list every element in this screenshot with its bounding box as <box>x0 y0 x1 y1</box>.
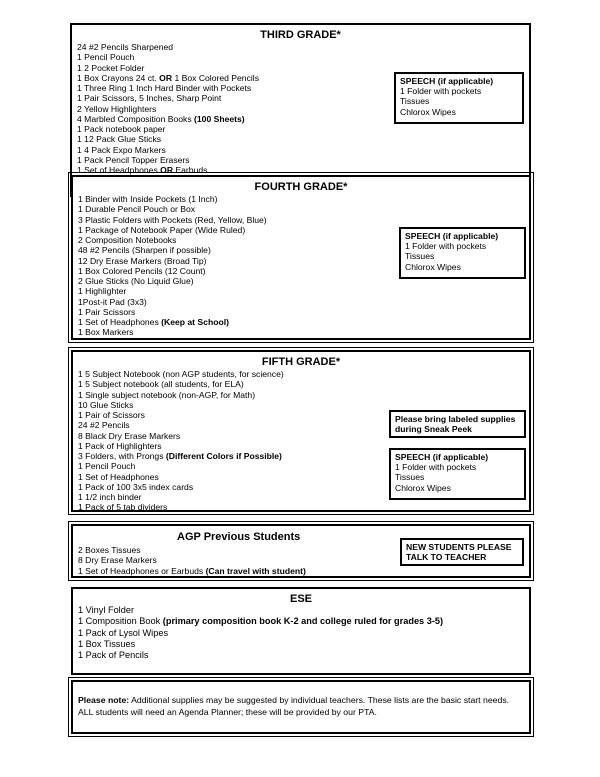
sneak-peek-line: during Sneak Peek <box>395 424 472 435</box>
item-text: 1 2 Pocket Folder <box>77 62 145 73</box>
speech-line: Tissues <box>400 96 430 107</box>
speech-heading: SPEECH (if applicable) <box>400 76 494 86</box>
speech-heading: SPEECH (if applicable) <box>405 231 499 241</box>
third-grade-section <box>70 23 531 197</box>
list-item <box>78 194 267 204</box>
list-item <box>78 639 443 650</box>
item-text: 1 Durable Pencil Pouch or Box <box>78 204 196 215</box>
item-text: 1 Binder with Inside Pockets (1 Inch) <box>78 194 218 204</box>
list-item <box>78 390 284 400</box>
list-item <box>77 145 259 155</box>
item-text: 8 Dry Erase Markers <box>78 555 157 566</box>
item-text: 1 Pencil Pouch <box>78 461 136 472</box>
list-item <box>78 492 284 502</box>
list-item <box>78 566 306 576</box>
list-item <box>78 555 306 565</box>
list-item <box>77 93 259 103</box>
note-body: Additional supplies may be suggested by individual teachers. These lists are the basic start needs. ALL students will need an Agenda Planner; these will be provided by our PTA. <box>78 695 510 717</box>
section-title: FOURTH GRADE* <box>254 181 348 193</box>
list-item <box>77 155 259 165</box>
item-text: 2 Boxes Tissues <box>78 545 141 555</box>
fifth-grade-section <box>71 350 531 512</box>
item-emphasis: (Keep at School) <box>161 317 229 327</box>
list-item <box>78 472 284 482</box>
new-students-box <box>400 538 524 566</box>
section-title: THIRD GRADE* <box>260 29 341 41</box>
list-item <box>78 628 443 639</box>
list-item <box>77 134 259 144</box>
speech-line: 1 Folder with pockets <box>400 86 482 97</box>
item-text: 2 Glue Sticks (No Liquid Glue) <box>78 276 194 286</box>
item-text: 1 5 Subject Notebook (non AGP students, for science) <box>78 369 284 379</box>
list-item <box>78 379 284 389</box>
list-item <box>78 327 267 337</box>
list-item <box>78 307 267 317</box>
list-item <box>78 286 267 296</box>
speech-box <box>394 72 524 124</box>
fourth-grade-section <box>71 175 531 340</box>
list-item <box>78 441 284 451</box>
item-text: 1 Highlighter <box>78 286 127 297</box>
list-item <box>78 266 267 276</box>
item-text: 48 #2 Pencils (Sharpen if possible) <box>78 245 211 256</box>
item-text: 1 Package of Notebook Paper (Wide Ruled) <box>78 224 246 235</box>
note-label: Please note: <box>78 695 130 705</box>
item-text: 1 Set of Headphones <box>78 317 162 327</box>
new-students-line: TALK TO TEACHER <box>406 552 487 563</box>
item-text: 1 5 Subject notebook (all students, for ELA) <box>78 379 244 390</box>
speech-line: Chlorox Wipes <box>400 106 456 117</box>
list-item <box>78 461 284 471</box>
item-text: 1 Three Ring 1 Inch Hard Binder with Pockets <box>77 83 252 93</box>
item-text: 1 Pack of Lysol Wipes <box>78 627 169 638</box>
list-item <box>78 605 443 616</box>
item-text: 1 Pack notebook paper <box>77 124 166 134</box>
list-item <box>78 400 284 410</box>
note-section <box>71 680 531 734</box>
item-text: 1 Box Tissues <box>78 638 136 649</box>
section-title: AGP Previous Students <box>177 531 301 543</box>
speech-box <box>389 448 526 500</box>
list-item <box>78 369 284 379</box>
sneak-peek-box <box>389 410 526 438</box>
item-text: 1 Pack of Pencils <box>78 650 149 661</box>
item-text: 1 Pair of Scissors <box>78 410 145 420</box>
note-text <box>78 695 521 718</box>
item-text: 1 Composition Book <box>78 616 163 627</box>
list-item <box>78 297 267 307</box>
item-text: 12 Dry Erase Markers (Broad Tip) <box>78 255 207 266</box>
item-text: 1 12 Pack Glue Sticks <box>77 134 162 145</box>
item-text: 2 Yellow Highlighters <box>77 103 157 114</box>
list-item <box>77 104 259 114</box>
item-text: 1 4 Pack Expo Markers <box>77 144 166 155</box>
list-item <box>77 42 259 52</box>
list-item <box>77 124 259 134</box>
speech-line: Tissues <box>395 472 425 483</box>
item-text: 1 Pair Scissors, 5 Inches, Sharp Point <box>77 93 222 104</box>
list-item <box>78 616 443 627</box>
list-item <box>78 420 284 430</box>
item-emphasis: OR <box>160 165 174 175</box>
list-item <box>77 165 259 175</box>
item-text: 1 Pair Scissors <box>78 306 136 317</box>
item-text: 1 Box Crayons 24 ct. <box>77 72 160 83</box>
item-text: 1 Pack of 100 3x5 index cards <box>78 481 194 492</box>
item-text: 24 #2 Pencils <box>78 420 130 431</box>
item-text: 1 Box Colored Pencils (12 Count) <box>78 265 206 276</box>
list-item <box>78 225 267 235</box>
sneak-peek-line: Please bring labeled supplies <box>395 414 516 424</box>
list-item <box>78 204 267 214</box>
list-item <box>78 215 267 225</box>
list-item <box>78 650 443 661</box>
list-item <box>78 256 267 266</box>
item-emphasis: (Can travel with student) <box>205 565 306 576</box>
item-text: 24 #2 Pencils Sharpened <box>77 42 174 52</box>
speech-line: Chlorox Wipes <box>395 482 451 493</box>
item-text: 1Post-it Pad (3x3) <box>78 296 147 307</box>
item-emphasis: (Different Colors if Possible) <box>165 451 282 461</box>
section-title: ESE <box>289 593 312 605</box>
list-item <box>78 235 267 245</box>
item-text: 3 Plastic Folders with Pockets (Red, Yellow, Blue) <box>78 214 267 225</box>
item-text: 1 Box Colored Pencils <box>172 72 259 83</box>
speech-line: 1 Folder with pockets <box>395 462 477 473</box>
item-text: 8 Black Dry Erase Markers <box>78 430 181 441</box>
item-text: 1 Pencil Pouch <box>77 52 135 63</box>
speech-line: Chlorox Wipes <box>405 261 461 272</box>
item-text: 1 Set of Headphones <box>77 165 161 175</box>
item-text: 1 Pack Pencil Topper Erasers <box>77 154 190 165</box>
agp-section <box>71 524 531 578</box>
speech-line: Tissues <box>405 251 435 262</box>
item-text: 1 Vinyl Folder <box>78 605 135 615</box>
new-students-line: NEW STUDENTS PLEASE <box>406 542 512 552</box>
list-item <box>77 52 259 62</box>
list-item <box>78 502 284 512</box>
speech-line: 1 Folder with pockets <box>405 241 487 252</box>
item-text: 1 Set of Headphones <box>78 471 159 482</box>
item-emphasis: (100 Sheets) <box>194 113 245 124</box>
item-emphasis: (primary composition book K-2 and college ruled for grades 3-5) <box>162 616 444 627</box>
supply-list <box>78 194 267 338</box>
speech-heading: SPEECH (if applicable) <box>395 452 489 462</box>
list-item <box>78 482 284 492</box>
list-item <box>77 73 259 83</box>
list-item <box>78 431 284 441</box>
list-item <box>77 114 259 124</box>
list-item <box>77 83 259 93</box>
list-item <box>78 410 284 420</box>
item-text: 1 Pack of Highlighters <box>78 440 162 451</box>
ese-section <box>71 587 531 675</box>
item-text: 1 Single subject notebook (non-AGP, for Math) <box>78 389 256 400</box>
item-text: 1 1/2 inch binder <box>78 492 142 502</box>
item-text: 10 Glue Sticks <box>78 399 134 410</box>
item-text: 2 Composition Notebooks <box>78 235 177 245</box>
list-item <box>78 545 306 555</box>
supply-list <box>78 369 284 513</box>
list-item <box>77 63 259 73</box>
item-text: 1 Pack of 5 tab dividers <box>78 502 168 513</box>
list-item <box>78 451 284 461</box>
item-text: 3 Folders, with Prongs <box>78 451 166 461</box>
list-item <box>78 276 267 286</box>
speech-box <box>399 227 526 279</box>
item-emphasis: OR <box>159 72 173 83</box>
supply-list <box>77 42 259 175</box>
list-item <box>78 245 267 255</box>
supply-list <box>78 605 443 661</box>
item-text: 4 Marbled Composition Books <box>77 113 195 124</box>
section-title: FIFTH GRADE* <box>261 356 341 368</box>
list-item <box>78 317 267 327</box>
item-text: 1 Box Markers <box>78 327 134 338</box>
item-text: 1 Set of Headphones or Earbuds <box>78 565 206 576</box>
item-text: Earbuds <box>173 165 208 175</box>
supply-list <box>78 545 306 576</box>
